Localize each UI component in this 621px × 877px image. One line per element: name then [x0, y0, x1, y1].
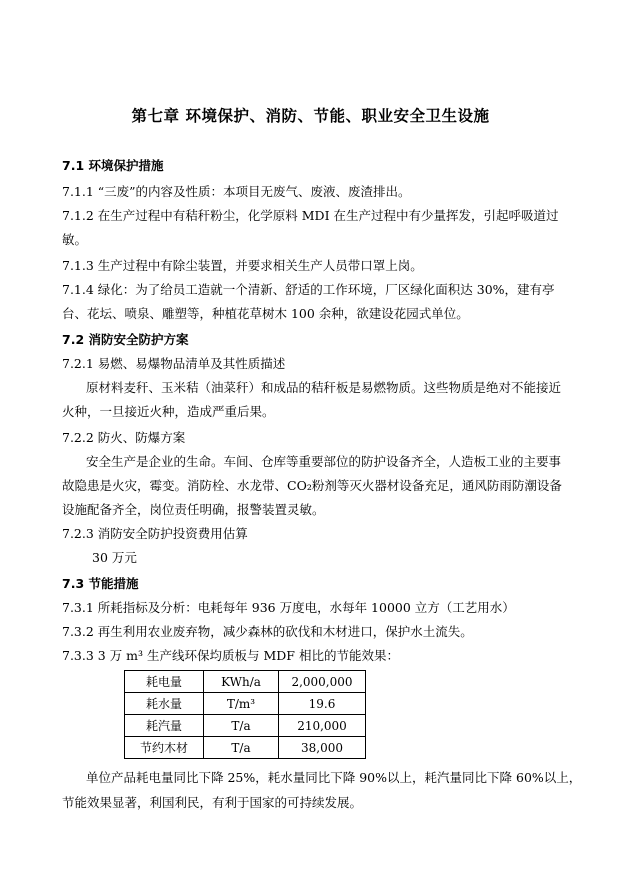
- paragraph-7-2-2-body-cont: 故隐患是火灾，霉变。消防栓、水龙带、CO₂粉剂等灭火器材设备充足，通风防雨防潮设备: [62, 478, 562, 493]
- table-cell: 耗水量: [125, 693, 204, 715]
- paragraph-7-3-2: 7.3.2 再生利用农业废弃物，减少森林的砍伐和木材进口，保护水土流失。: [62, 624, 473, 639]
- paragraph-7-1-4: 7.1.4 绿化：为了给员工造就一个清新、舒适的工作环境，厂区绿化面积达 30%，建有亭: [62, 282, 555, 297]
- paragraph-7-1-2: 7.1.2 在生产过程中有秸秆粉尘，化学原料 MDI 在生产过程中有少量挥发，引起呼吸道过: [62, 208, 559, 223]
- table-row: [125, 715, 366, 737]
- paragraph-7-1-3: 7.1.3 生产过程中有除尘装置，并要求相关生产人员带口罩上岗。: [62, 258, 423, 273]
- table-cell: 210,000: [279, 715, 366, 737]
- table-cell: 38,000: [279, 737, 366, 759]
- section-heading-7-3: 7.3 节能措施: [62, 576, 139, 591]
- paragraph-summary: 单位产品耗电量同比下降 25%，耗水量同比下降 90%以上，耗汽量同比下降 60%以上，: [86, 770, 582, 785]
- paragraph-summary-cont: 节能效果显著，利国利民，有利于国家的可持续发展。: [62, 795, 363, 810]
- table-cell: 节约木材: [125, 737, 204, 759]
- paragraph-7-2-1: 7.2.1 易燃、易爆物品清单及其性质描述: [62, 356, 286, 371]
- table-cell: 2,000,000: [279, 671, 366, 693]
- paragraph-7-1-2-cont: 敏。: [62, 232, 88, 247]
- paragraph-7-2-1-body: 原材料麦秆、玉米秸（油菜秆）和成品的秸秆板是易燃物质。这些物质是绝对不能接近: [86, 380, 562, 395]
- table-row: [125, 693, 366, 715]
- energy-savings-table: [124, 670, 366, 759]
- investment-amount: 30 万元: [92, 550, 137, 565]
- section-heading-7-1: 7.1 环境保护措施: [62, 158, 164, 173]
- table-cell: KWh/a: [204, 671, 279, 693]
- paragraph-7-1-1: 7.1.1 “三废”的内容及性质：本项目无废气、废液、废渣排出。: [62, 184, 411, 199]
- paragraph-7-2-2: 7.2.2 防火、防爆方案: [62, 430, 186, 445]
- table-cell: 19.6: [279, 693, 366, 715]
- table-cell: T/a: [204, 715, 279, 737]
- paragraph-7-2-2-body: 安全生产是企业的生命。车间、仓库等重要部位的防护设备齐全，人造板工业的主要事: [86, 454, 562, 469]
- table-cell: T/a: [204, 737, 279, 759]
- table-row: [125, 737, 366, 759]
- section-heading-7-2: 7.2 消防安全防护方案: [62, 332, 189, 347]
- table-cell: 耗汽量: [125, 715, 204, 737]
- chapter-title: 第七章 环境保护、消防、节能、职业安全卫生设施: [131, 107, 490, 125]
- paragraph-7-2-1-body-cont: 火种，一旦接近火种，造成严重后果。: [62, 404, 275, 419]
- table-row: [125, 671, 366, 693]
- paragraph-7-3-1: 7.3.1 所耗指标及分析：电耗每年 936 万度电，水每年 10000 立方（工艺用水）: [62, 600, 515, 615]
- paragraph-7-2-2-body-end: 设施配备齐全，岗位责任明确，报警装置灵敏。: [62, 502, 325, 517]
- paragraph-7-1-4-cont: 台、花坛、喷泉、雕塑等，种植花草树木 100 余种，欲建设花园式单位。: [62, 306, 469, 321]
- table-cell: T/m³: [204, 693, 279, 715]
- paragraph-7-3-3: 7.3.3 3 万 m³ 生产线环保均质板与 MDF 相比的节能效果：: [62, 648, 399, 663]
- table-cell: 耗电量: [125, 671, 204, 693]
- paragraph-7-2-3: 7.2.3 消防安全防护投资费用估算: [62, 526, 248, 541]
